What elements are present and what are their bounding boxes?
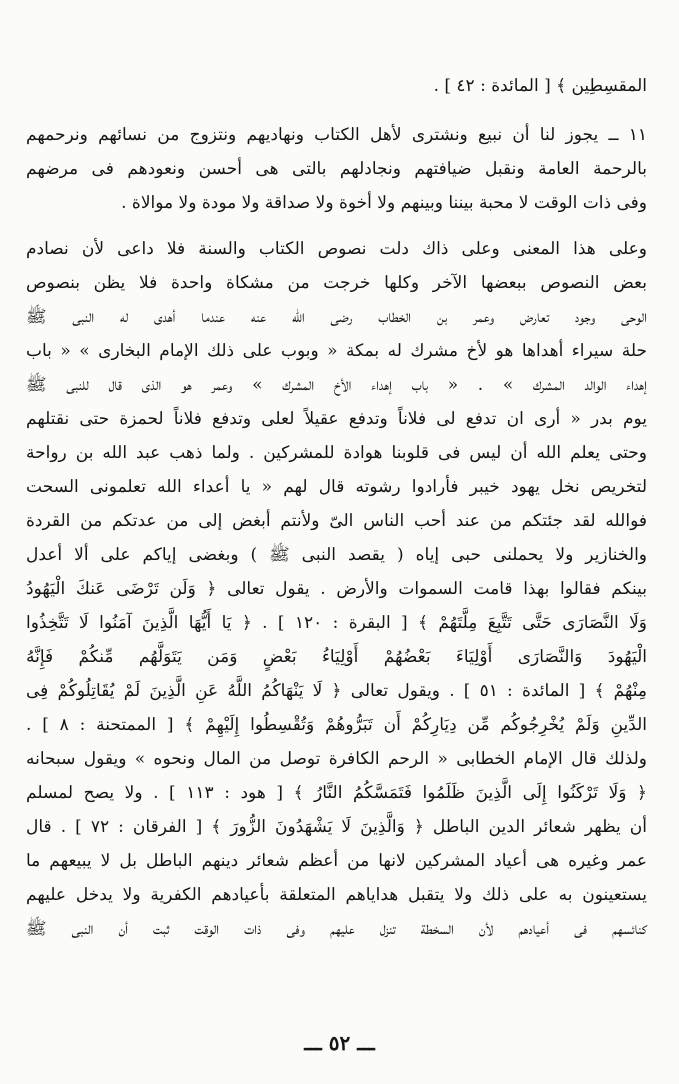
text-line: يستعينون به على ذلك ولا يتقبل هداياهم المتعلقة بأعيادهم الكفرية ولا يدخل عليهم [26, 885, 647, 905]
text-line: بالرحمة العامة ونقبل ضيافتهم ونجادلهم بالتى هى أحسن ونعودهم فى مرضهم [26, 159, 647, 179]
text-line: وَلَا النَّصَارَى حَتَّى تَتَّبِعَ مِلَّتَهُمْ ﴾ [ البقرة : ١٢٠ ] . ﴿ يَا أَيُّهَا الَّذِينَ آمَنُوا لَا تَتَّخِذُوا [26, 613, 647, 633]
text-line: ١١ ــ يجوز لنا أن نبيع ونشترى لأهل الكتاب ونهاديهم ونتزوج من نسائهم ونرحمهم [26, 125, 647, 145]
page-number: ـــ ٥٢ ـــ [304, 1031, 375, 1055]
text-line: ﴿ وَلَا تَرْكَنُوا إِلَى الَّذِينَ ظَلَمُوا فَتَمَسَّكُمُ النَّارُ ﴾ [ هود : ١١٣ ] . ولا يصح لمسلم [26, 783, 647, 803]
text-line: حلة سيراء أهداها هو لأخ مشرك له بمكة « وبوب على ذلك الإمام البخارى » « باب [26, 341, 647, 361]
text-line: إهداء الوالد المشرك » . « باب إهداء الأخ المشرك » وعمر هو الذى قال للنبى ﷺ [26, 375, 647, 395]
paragraph-11 [26, 127, 647, 212]
text-line: بعض النصوص ببعضها الآخر وكلها خرجت من مشكاة واحدة فلا يظن بنصوص [26, 273, 647, 293]
top-line-block [26, 78, 647, 95]
text-line: لتخريص نخل يهود خيبر فأرادوا رشوته قال لهم « يا أعداء الله تعلمونى السحت [26, 477, 647, 497]
verse-ending-line: المقسِطِين ﴾ [ المائدة : ٤٢ ] . [433, 76, 647, 96]
text-line: والخنازير ولا يحملنى حبى إياه ( يقصد النبى ﷺ ) وبغضى إياكم على ألا أعدل [26, 545, 647, 565]
text-line: أن يظهر شعائر الدين الباطل ﴿ وَالَّذِينَ لَا يَشْهَدُونَ الزُّورَ ﴾ [ الفرقان : ٧٢ ] . قال [26, 817, 648, 837]
text-line: الوحى وجود تعارض وعمر بن الخطاب رضى الله عنه عندما أهدى له النبى ﷺ [26, 307, 647, 327]
text-line: عمر وغيره هى أعياد المشركين لانها من أعظم شعائر دينهم الباطل بل لا يبيعهم ما [26, 851, 647, 871]
main-paragraph [26, 241, 647, 938]
text-line: وعلى هذا المعنى وعلى ذاك دلت نصوص الكتاب والسنة فلا داعى لأن نصادم [26, 239, 647, 259]
text-line: الدِّينِ وَلَمْ يُخْرِجُوكُم مِّن دِيَارِكُمْ أَن تَبَرُّوهُمْ وَتُقْسِطُوا إِلَيْهِمْ ﴾ [ الممتحنة : ٨ ] . [26, 715, 648, 735]
text-line: يوم بدر « أرى ان تدفع لى فلاناً وتدفع عقيلاً لعلى وتدفع فلاناً لحمزة حتى نقتلهم [26, 409, 647, 429]
text-line: ولذلك قال الإمام الخطابى « الرحم الكافرة توصل من المال ونحوه » ويقول سبحانه [26, 749, 647, 769]
text-line: وفى ذات الوقت لا محبة بيننا وبينهم ولا أخوة ولا صداقة ولا مودة ولا موالاة . [121, 193, 647, 213]
text-line: فوالله لقد جئتكم من عند أحب الناس الىّ ولأنتم أبغض إلى من عدتكم من القردة [26, 511, 647, 531]
text-line: الْيَهُودَ وَالنَّصَارَى أَوْلِيَاءَ بَعْضُهُمْ أَوْلِيَاءُ بَعْضٍ وَمَن يَتَوَلَّهُم مِّنكُمْ فَإِنَّهُ [26, 647, 647, 667]
text-line: بينكم فقالوا بهذا قامت السموات والأرض . يقول تعالى ﴿ وَلَن تَرْضَى عَنكَ الْيَهُودُ [26, 579, 647, 599]
text-line: كنائسهم فى أعيادهم لأن السخطة تنزل عليهم وفى ذات الوقت ثبت أن النبى ﷺ [26, 919, 647, 939]
text-line: مِنْهُمْ ﴾ [ المائدة : ٥١ ] . ويقول تعالى ﴿ لَا يَنْهَاكُمُ اللَّهُ عَنِ الَّذِينَ لَمْ يُقَاتِلُوكُمْ فِى [26, 681, 647, 701]
text-line: وحتى يعلم الله أن ليس فى قلوبنا هوادة للمشركين . ولما ذهب عبد الله بن رواحة [26, 443, 647, 463]
